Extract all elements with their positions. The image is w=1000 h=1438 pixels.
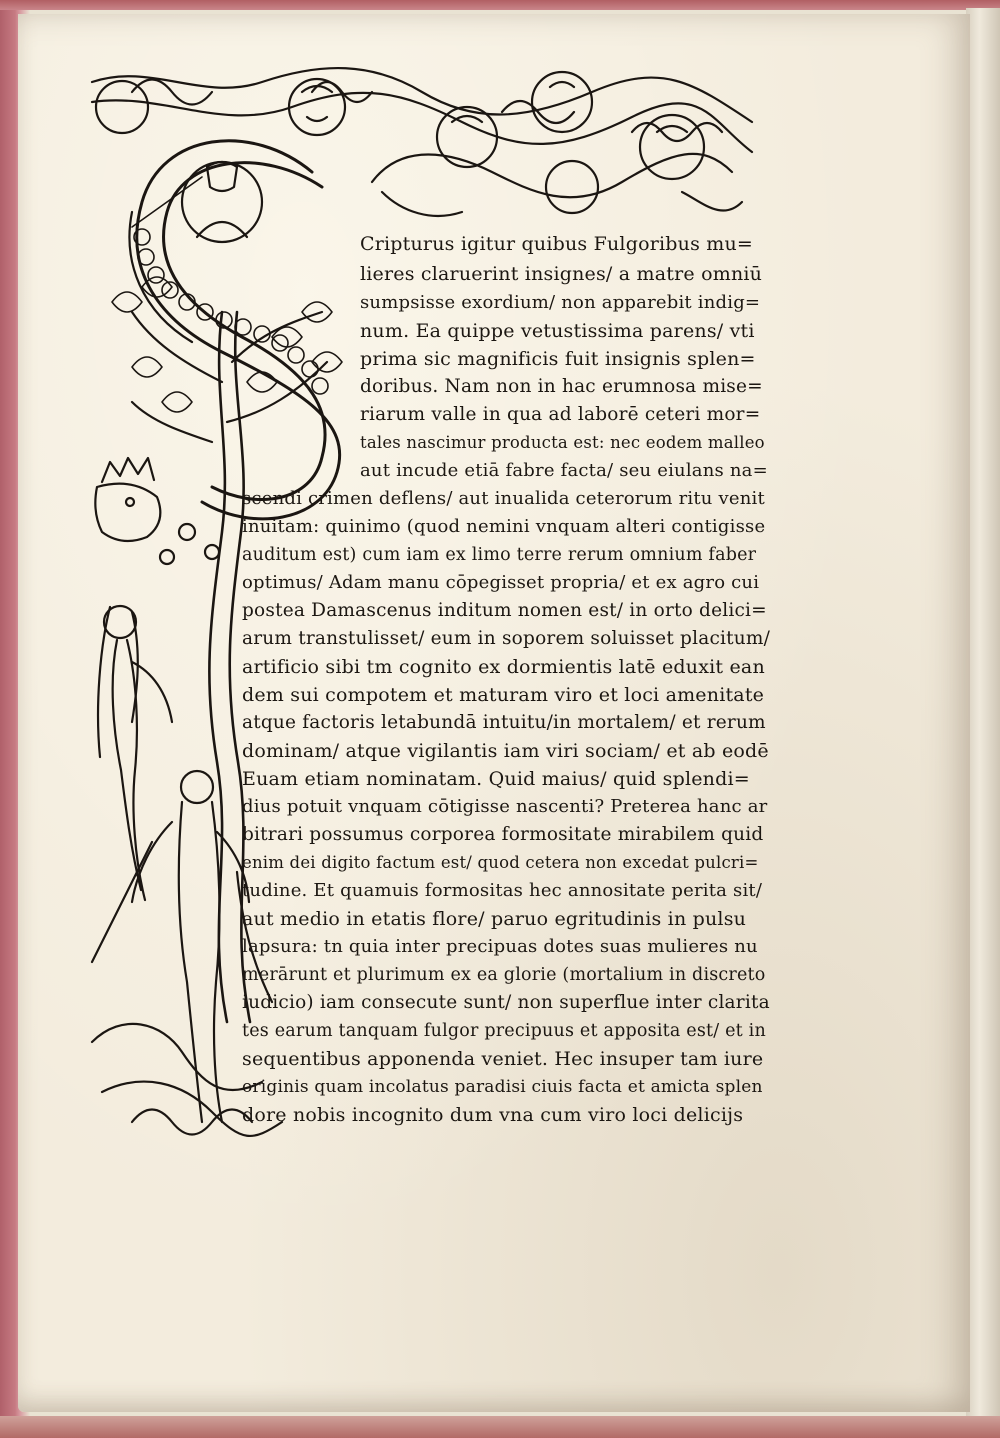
text-line: merārunt et plurimum ex ea glorie (mortalium in discreto: [242, 965, 766, 985]
woodcut-border-illustration: [72, 62, 765, 1152]
page-fore-edge: [966, 8, 1000, 1428]
text-line: auditum est) cum iam ex limo terre rerum omnium faber: [242, 545, 757, 565]
text-line: tes earum tanquam fulgor precipuus et apposita est/ et in: [242, 1021, 766, 1041]
text-line: arum transtulisset/ eum in soporem soluisset placitum/: [242, 628, 771, 649]
text-line: riarum valle in qua ad laborē ceteri mor=: [360, 404, 761, 425]
bottom-binding-strip: [0, 1416, 1000, 1438]
text-line: scendi crimen deflens/ aut inualida ceterorum ritu venit: [242, 488, 765, 509]
text-line: dem sui compotem et maturam viro et loci amenitate: [242, 684, 765, 706]
text-line: tudine. Et quamuis formositas hec annositate perita sit/: [242, 880, 763, 901]
text-line: iudicio) iam consecute sunt/ non superflue inter clarita: [242, 992, 770, 1013]
text-line: tales nascimur producta est: nec eodem malleo: [360, 433, 765, 452]
text-line: optimus/ Adam manu cōpegisset propria/ et ex agro cui: [242, 572, 760, 593]
text-line: lapsura: tn quia inter precipuas dotes suas mulieres nu: [242, 936, 758, 957]
text-line: num. Ea quippe vetustissima parens/ vti: [360, 320, 755, 342]
text-line: prima sic magnificis fuit insignis splen=: [360, 348, 756, 370]
text-line: postea Damascenus inditum nomen est/ in orto delici=: [242, 600, 767, 621]
text-line: dominam/ atque vigilantis iam viri sociam/ et ab eodē: [242, 740, 769, 762]
text-line: atque factoris letabundā intuitu/in mortalem/ et rerum: [242, 712, 766, 733]
text-line: inuitam: quinimo (quod nemini vnquam alteri contigisse: [242, 516, 766, 537]
text-line: aut medio in etatis flore/ paruo egritudinis in pulsu: [242, 908, 747, 930]
text-line: dore nobis incognito dum vna cum viro loci delicijs: [242, 1104, 744, 1126]
text-line: aut incude etiā fabre facta/ seu eiulans na=: [360, 460, 768, 481]
text-line: bitrari possumus corporea formositate mirabilem quid: [242, 824, 764, 845]
text-line: Cripturus igitur quibus Fulgoribus mu=: [360, 233, 754, 255]
text-line: sequentibus apponenda veniet. Hec insuper tam iure: [242, 1048, 764, 1070]
text-line: dius potuit vnquam cōtigisse nascenti? Preterea hanc ar: [242, 796, 768, 817]
text-line: sumpsisse exordium/ non apparebit indig=: [360, 292, 761, 313]
text-line: lieres claruerint insignes/ a matre omniū: [360, 263, 763, 285]
text-line: doribus. Nam non in hac erumnosa mise=: [360, 376, 763, 397]
text-line: Euam etiam nominatam. Quid maius/ quid splendi=: [242, 768, 750, 790]
top-binding-strip: [0, 0, 1000, 10]
text-line: enim dei digito factum est/ quod cetera non excedat pulcri=: [242, 853, 759, 872]
text-line: originis quam incolatus paradisi ciuis facta et amicta splen: [242, 1077, 763, 1097]
text-line: artificio sibi tm cognito ex dormientis latē eduxit ean: [242, 656, 765, 678]
